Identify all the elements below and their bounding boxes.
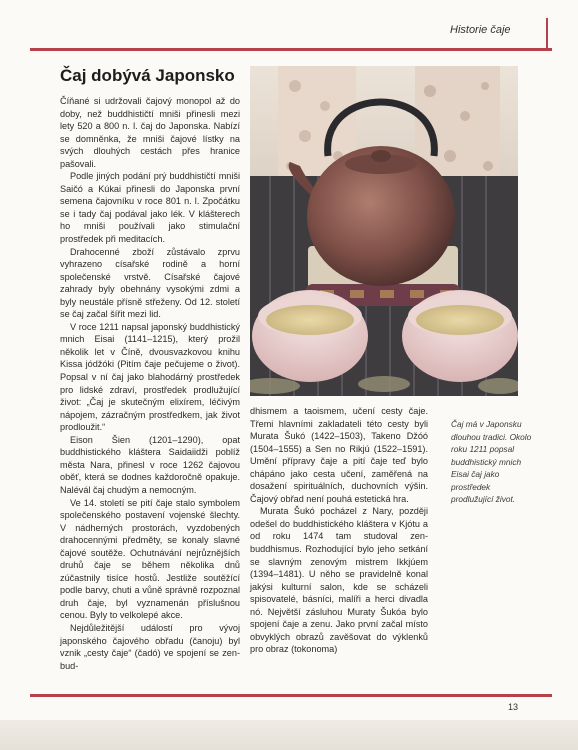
paragraph: Drahocenné zboží zůstávalo zprvu vyhrazeno císařské rodině a horní společenské vrstvě. Císařské čajové zahrady byly obehnány vysokými zdmi a byly neustále přísně střeženy. Od 12. století se čaj začal šířit mezi lid.: [60, 246, 240, 320]
paragraph: Nejdůležitější událostí pro vývoj japonského čajového obřadu (čanoju) byl vznik „cesty čaje“ (čadó) ve spojení se zen-bud-: [60, 622, 240, 671]
middle-column: [250, 405, 428, 656]
paragraph: Ve 14. století se pití čaje stalo symbolem společenského postavení vojenské šlechty. V nádherných prostorách, vyzdobených drahocennými předměty, se konaly slavné čajové soutěže. Ochutnávání nejrůznějších druhů čaje se během několika dnů zúčastnily tisíce hostů. Jestliže soutěžící podle barvy, chuti a vůně správně rozpoznal druh čaje, byl vyznamenán příslušnou cenou. Byly to velkolepé akce.: [60, 497, 240, 621]
footer-divider: [30, 694, 552, 697]
paragraph: dhismem a taoismem, učení cesty čaje. Třemi hlavními zakladateli této cesty byli Murata Šukó (1422–1503), Takeno Džóó (1504–1555) a Sen no Rikjú (1522–1591). Umění přípravy čaje a pití čaje teď bylo chápáno jako cesta učení, zaměřená na dosažení spirituálních, duchovních výšin. Čajový obřad není pouhá estetická hra.: [250, 406, 428, 504]
header-divider: [30, 48, 552, 51]
article-title: Čaj dobývá Japonsko: [60, 66, 235, 85]
paragraph: V roce 1211 napsal japonský buddhistický mnich Eisai (1141–1215), který prožil několik let v Číně, dvousvazkovou knihu Kissa jódžóki (Pitím čaje pečujeme o život). Popsal v ní čaj jako blahodárný prostředek pro lidské zdraví, prostředek prodlužující život: „Čaj je skutečným elixírem, léčivým nápojem, zázračným prostředkem, jak život prodloužit.“: [60, 321, 240, 433]
section-title: Historie čaje: [450, 24, 511, 36]
teapot-illustration: [250, 66, 518, 396]
photo-caption: Čaj má v Japonsku dlouhou tradici. Okolo roku 1211 popsal buddhistický mnich Eisai čaj jako prostředek prodlužující život.: [451, 419, 532, 504]
left-column: [60, 95, 240, 672]
paragraph: Číňané si udržovali čajový monopol až do doby, než buddhističtí mniši přinesli mezi lety 520 a 800 n. l. čaj do Japonska. Nabízí se domněnka, že mniši čajové lístky na svých dlouhých cestách přes hranice pašovali.: [60, 96, 240, 169]
page-number: 13: [508, 702, 519, 712]
paragraph: Murata Šukó pocházel z Nary, později odešel do buddhistického kláštera v Kjótu a od roku 1474 tam studoval zen-buddhismus. Rozhodující bylo jeho setkání se slavným zenovým mistrem Ikkjúem (1394–1481). U něho se pravidelně konal jakýsi kulturní salon, kde se scházeli spisovatelé, básníci, malíři a herci divadla nó. Největší zásluhou Muraty Šukóa bylo spojení čaje a zenu. Jako první začal místo obvyklých obrazů zavěšovat do výklenků pro obraz (tokonoma): [250, 506, 428, 655]
paragraph: Podle jiných podání prý buddhističtí mniši Saičó a Kúkai přinesli do Japonska první semena čajovníku v roce 801 n. l. Zpočátku se i tady čaj podával jako lék. V klášterech ho mniši používali jako stimulační prostředek při meditacích.: [60, 171, 240, 245]
paragraph: Eison Šien (1201–1290), opat buddhistického kláštera Saidaiidži poblíž města Nara, přinesl v roce 1262 čajovou oběť, která se dodnes každoročně opakuje. Nalévál čaj chudým a nemocným.: [60, 434, 240, 495]
page-edge: [0, 720, 578, 750]
teapot-photo: [250, 66, 518, 396]
section-marker: [546, 18, 548, 48]
